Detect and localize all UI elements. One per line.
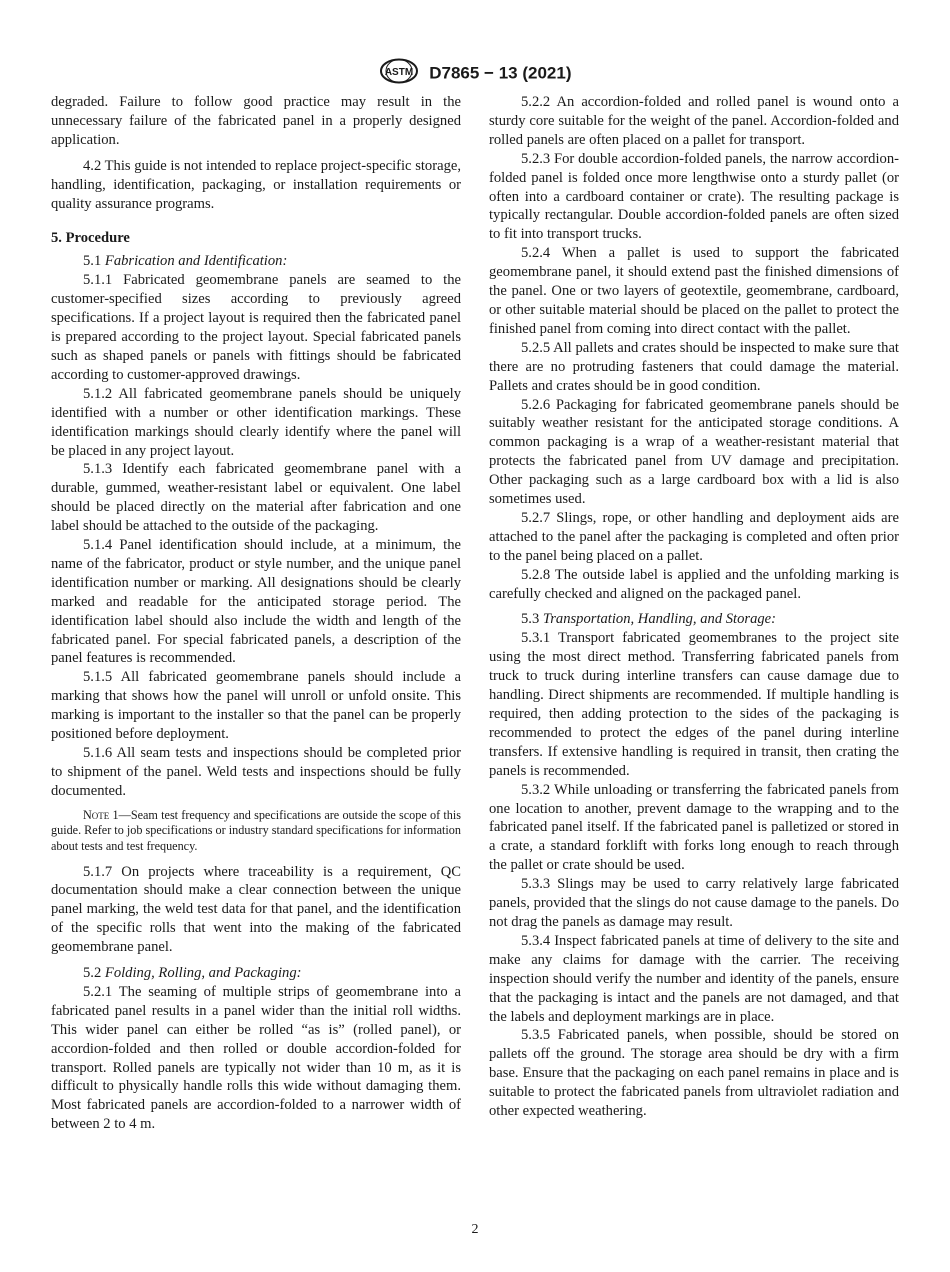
paragraph-intro: degraded. Failure to follow good practice may result in the unnecessary failure of the fabricated panel in a properly designed application. — [51, 94, 461, 148]
paragraph-5-1-7: 5.1.7 On projects where traceability is a requirement, QC documentation should make a clear connection between the unique panel marking, the weld test data for that panel, and the identification of the specific rolls that went into the making of the fabricated geomembrane panel. — [51, 863, 461, 956]
astm-logo-text: ASTM — [384, 67, 413, 78]
paragraph-5-1-5: 5.1.5 All fabricated geomembrane panels should include a marking that shows how the panel will unroll or unfold onsite. This marking is important to the installer so that the panel can be properly positioned before deployment. — [51, 669, 461, 743]
subsection-5-3-number: 5.3 — [521, 611, 540, 628]
astm-logo-icon — [379, 58, 419, 89]
note-1-text: —Seam test frequency and specifications are outside the scope of this guide. Refer to job specifications or industry standard specifications for information about tests and test frequency. — [51, 807, 462, 853]
page-number: 2 — [471, 1222, 479, 1237]
paragraph-5-1-1: 5.1.1 Fabricated geomembrane panels are seamed to the customer-specified sizes according to previously agreed specifications. If a project layout is required then the fabricated panel is prepared according to the project layout. Special fabricated panels such as shaped panels or panels with fittings should be fabricated according to customer-approved drawings. — [51, 272, 461, 383]
paragraph-5-1-4: 5.1.4 Panel identification should include, at a minimum, the name of the fabricator, product or style number, and the unique panel identification number or marking. All designations should be clearly marked and readable for the anticipated storage period. The identification label should also include the width and length of the fabricated panel. For special fabricated panels, a description of the panel features is recommended. — [51, 537, 461, 667]
left-column — [51, 93, 461, 1134]
paragraph-5-3-4: 5.3.4 Inspect fabricated panels at time of delivery to the site and make any claims for damage with the carrier. The receiving inspection should verify the number and identity of the panels, ensure that the packaging is intact and the panels are not damaged, and that the labels and deployment markings are in place. — [489, 932, 899, 1025]
subsection-5-1-number: 5.1 — [83, 253, 102, 270]
paragraph-5-3-3: 5.3.3 Slings may be used to carry relatively large fabricated panels, provided that the slings do not cause damage to the panels. Do not drag the panels as damage may result. — [489, 876, 899, 930]
subsection-5-1-title: Fabrication and Identification: — [104, 253, 288, 270]
subsection-5-2-title: Folding, Rolling, and Packaging: — [104, 965, 302, 982]
paragraph-5-2-2: 5.2.2 An accordion-folded and rolled panel is wound onto a sturdy core suitable for the weight of the panel. Accordion-folded and rolled panels are often placed on a pallet for transport. — [489, 94, 899, 148]
paragraph-5-1-2: 5.1.2 All fabricated geomembrane panels should be uniquely identified with a number or other identification markings. These identification markings should clearly identify where the panel will be placed in any project layout. — [51, 385, 461, 459]
subsection-5-3-heading — [489, 610, 899, 629]
paragraph-5-1-3: 5.1.3 Identify each fabricated geomembrane panel with a durable, gummed, weather-resistant label or equivalent. One label should be placed directly on the material after fabrication and one label should be attached to the outside of the packaging. — [51, 461, 461, 535]
paragraph-5-3-1: 5.3.1 Transport fabricated geomembranes to the project site using the most direct method. Transferring fabricated panels from truck to truck during interline transfers can cause damage due to handling. Direct shipments are recommended. If multiple handling is required, then adding protection to the sides of the packaging is recommended to protect the edges of the panel during interline transfers. If extensive handling is required in transit, then crating the panels is recommended. — [489, 630, 899, 779]
paragraph-5-2-3: 5.2.3 For double accordion-folded panels, the narrow accordion-folded panel is folded once more lengthwise onto a sturdy pallet (or often into a cardboard container or crate). The resulting package is typically rectangular. Double accordion-folded panels are often sized to fit into transport trucks. — [489, 150, 899, 243]
paragraph-5-2-6: 5.2.6 Packaging for fabricated geomembrane panels should be suitably weather resistant for the anticipated storage conditions. A common packaging is a wrap of a weather-resistant material that protects the fabricated panel from UV damage and precipitation. Other packaging such as a large cardboard box with a lid is also sometimes used. — [489, 396, 899, 508]
document-designation: D7865 − 13 (2021) — [429, 63, 572, 83]
note-1 — [51, 808, 461, 855]
subsection-5-2-heading — [51, 964, 461, 983]
paragraph-5-1-6: 5.1.6 All seam tests and inspections should be completed prior to shipment of the panel. Weld tests and inspections should be fully documented. — [51, 745, 461, 799]
paragraph-5-2-4: 5.2.4 When a pallet is used to support the fabricated geomembrane panel, it should extend past the finished dimensions of the panel. One or two layers of geotextile, geomembrane, cardboard, or other suitable material should be placed on the pallet to protect the finished panel from coming into direct contact with the pallet. — [489, 245, 899, 337]
paragraph-5-2-7: 5.2.7 Slings, rope, or other handling and deployment aids are attached to the panel after the packaging is completed and often prior to the panel being placed on a pallet. — [489, 509, 899, 564]
paragraph-5-3-5: 5.3.5 Fabricated panels, when possible, should be stored on pallets off the ground. The storage area should be dry with a firm base. Ensure that the packaging on each panel remains in place and is suitable to protect the fabricated panels from ultraviolet radiation and other expected weathering. — [489, 1027, 899, 1120]
paragraph-5-2-5: 5.2.5 All pallets and crates should be inspected to make sure that there are no protruding fasteners that could damage the material. Pallets and crates should be in good condition. — [489, 339, 899, 394]
subsection-5-2-number: 5.2 — [83, 965, 102, 982]
subsection-5-3-title: Transportation, Handling, and Storage: — [542, 611, 777, 628]
right-column — [489, 93, 899, 1121]
section-5-heading: 5. Procedure — [51, 230, 130, 247]
note-1-label: Note 1 — [83, 807, 119, 822]
paragraph-4-2: 4.2 This guide is not intended to replace project-specific storage, handling, identification, packaging, or installation requirements or quality assurance programs. — [51, 157, 461, 212]
paragraph-5-2-1: 5.2.1 The seaming of multiple strips of geomembrane into a fabricated panel results in a panel wider than the initial roll widths. This wider panel can either be rolled “as is” (rolled panel), or accordion-folded and then rolled or double accordion-folded for transport. Rolled panels are typically not wider than 10 m, as it is difficult to physically handle rolls this wide without damaging them. Most fabricated panels are accordion-folded to a narrower width of between 2 to 4 m. — [51, 983, 461, 1133]
subsection-5-1-heading — [51, 252, 461, 271]
paragraph-5-3-2: 5.3.2 While unloading or transferring the fabricated panels from one location to another, prevent damage to the wrapping and to the fabricated panel itself. If the fabricated panel is palletized or stored in a crate, a standard forklift with forks long enough to reach through the pallet or crate should be used. — [489, 781, 899, 874]
page-header — [0, 58, 950, 89]
paragraph-5-2-8: 5.2.8 The outside label is applied and the unfolding marking is carefully checked and aligned on the packaged panel. — [489, 566, 899, 602]
